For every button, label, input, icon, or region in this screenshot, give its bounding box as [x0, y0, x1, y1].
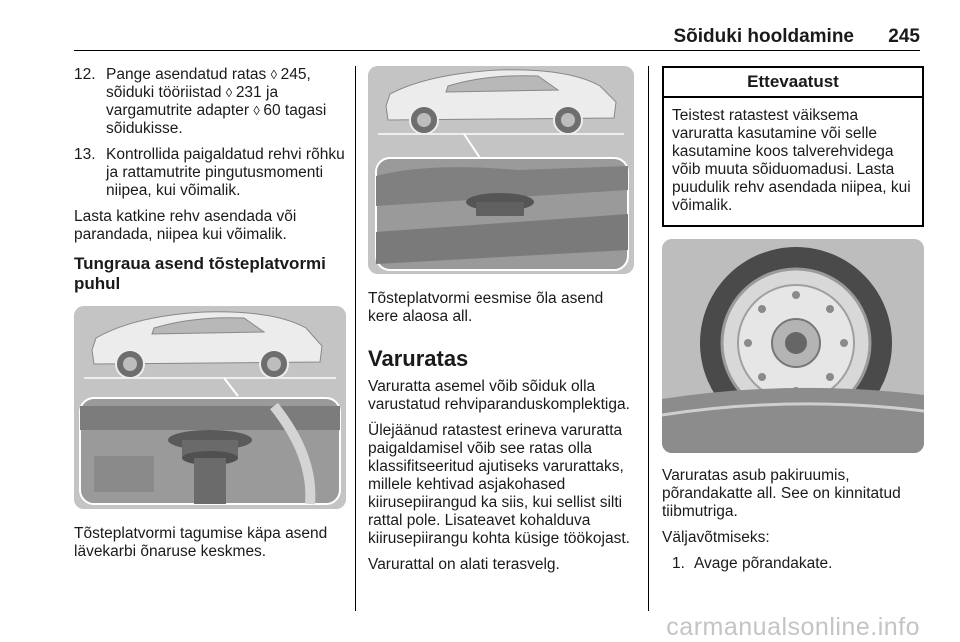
- figure-caption: Tõsteplatvormi eesmise õla asend kere alaosa all.: [368, 290, 604, 325]
- step-text: tagasi sõidukisse.: [106, 102, 327, 137]
- section-heading: Varuratas: [368, 346, 469, 371]
- step-number: 13.: [74, 146, 96, 163]
- page-header: [74, 28, 920, 52]
- step-text: ja vargamutrite adapter: [106, 84, 279, 119]
- illustration-spare-wheel: [662, 239, 924, 453]
- step-list: [662, 555, 924, 573]
- step-text: Kontrollida paigaldatud rehvi rõhku ja rattamutrite pingutusmomenti niipea, kui võimalik.: [106, 146, 345, 199]
- paragraph: Varurattal on alati terasvelg.: [368, 556, 560, 573]
- step-number: 1.: [672, 555, 685, 572]
- list-item: [672, 555, 924, 573]
- watermark: carmanualsonline.info: [666, 613, 920, 641]
- caution-box: [662, 66, 924, 227]
- column-middle: [368, 66, 634, 582]
- list-item: [74, 146, 346, 200]
- section-title: Sõiduki hooldamine: [673, 26, 854, 47]
- step-number: 12.: [74, 66, 96, 83]
- page-number: 245: [888, 26, 920, 47]
- paragraph: Varuratta asemel võib sõiduk olla varustatud rehviparanduskomplektiga.: [368, 378, 630, 413]
- step-text: Pange asendatud ratas: [106, 66, 271, 83]
- column-left: [74, 66, 346, 569]
- column-divider-2: [648, 66, 649, 611]
- paragraph: Ülejäänud ratastest erineva varuratta paigaldamisel võib see ratas olla klassifitseeritud ajutiseks varurattaks, millele kehtivad asjakohased kiirusepiirangud ka siis, kui sellist silti rattal pole. Lisateavet kohalduva kiirusepiirangu kohta küsige töökojast.: [368, 422, 630, 547]
- cross-ref-icon: ◊: [270, 67, 281, 82]
- list-item: [74, 66, 346, 138]
- caution-title: Ettevaatust: [664, 68, 922, 98]
- paragraph: Lasta katkine rehv asendada või parandada, niipea kui võimalik.: [74, 208, 297, 243]
- cross-ref-icon: ◊: [253, 103, 264, 118]
- illustration-rear-lift-point: [74, 306, 346, 509]
- figure-caption: Tõsteplatvormi tagumise käpa asend lävekarbi õnaruse keskmes.: [74, 525, 328, 560]
- paragraph: Varuratas asub pakiruumis, põrandakatte all. See on kinnitatud tiibmutriga.: [662, 467, 901, 520]
- step-list: [74, 66, 346, 200]
- header-rule: [74, 50, 920, 51]
- illustration-front-lift-point: [368, 66, 634, 274]
- column-right: [662, 66, 924, 581]
- cross-ref-page[interactable]: 245: [280, 66, 307, 83]
- subheading: Tungraua asend tõsteplatvormi puhul: [74, 254, 326, 293]
- cross-ref-page[interactable]: 231: [235, 84, 262, 101]
- column-divider-1: [355, 66, 356, 611]
- caution-text: Teistest ratastest väiksema varuratta kasutamine või selle kasutamine koos talverehvidega võib muuta sõiduomadusi. Lasta puudulik rehv asendada niipea, kui võimalik.: [672, 107, 911, 214]
- cross-ref-page[interactable]: 60: [263, 102, 281, 119]
- step-text: , sõiduki tööriistad: [106, 66, 311, 101]
- cross-ref-icon: ◊: [225, 85, 236, 100]
- paragraph: Väljavõtmiseks:: [662, 529, 770, 546]
- step-text: Avage põrandakate.: [694, 555, 833, 572]
